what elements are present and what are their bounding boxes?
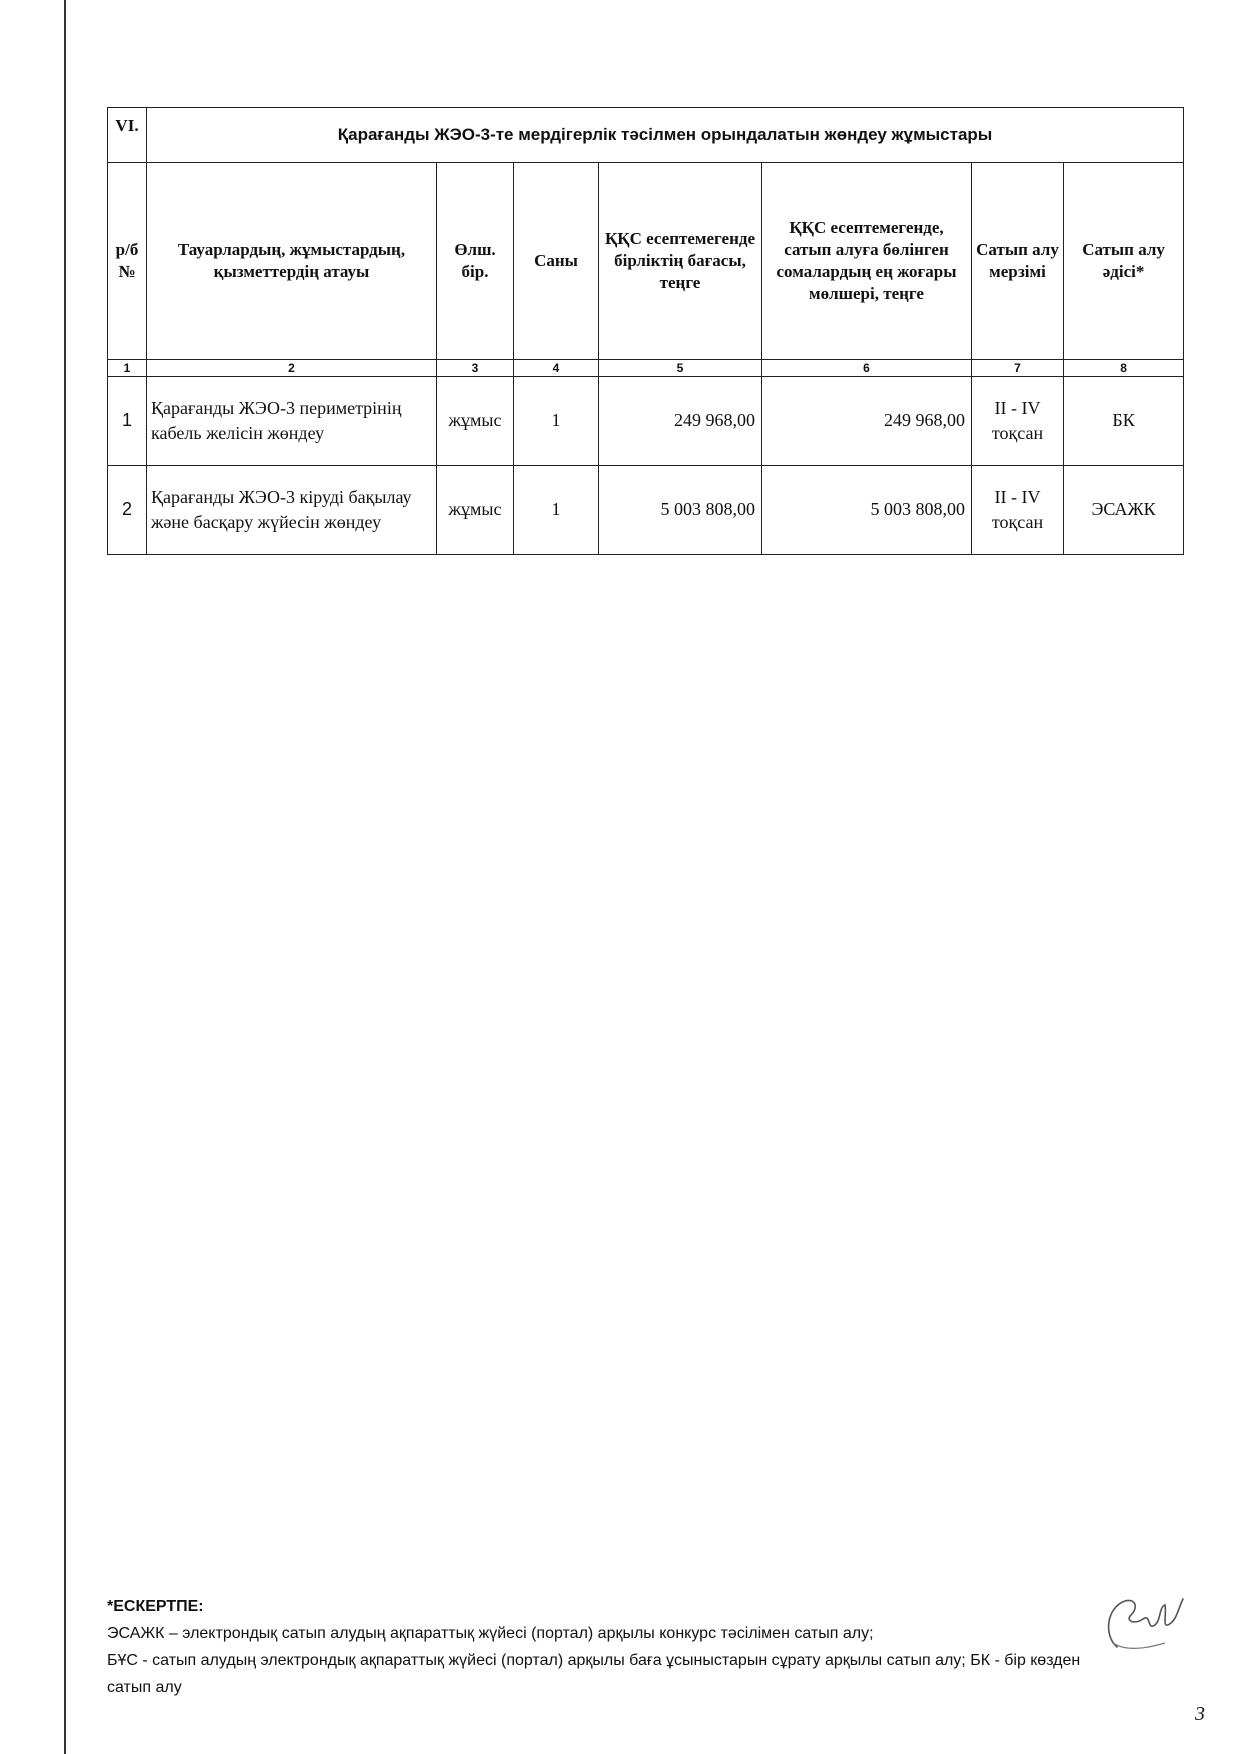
unit: жұмыс — [437, 377, 514, 466]
page-number: 3 — [1195, 1703, 1205, 1725]
column-number: 7 — [972, 360, 1064, 377]
purchase-period: II - IV тоқсан — [972, 466, 1064, 555]
quantity: 1 — [514, 466, 599, 555]
item-name: Қарағанды ЖЭО-3 периметрінің кабель желісін жөндеу — [147, 377, 437, 466]
footnote-line: ЭСАЖК – электрондық сатып алудың ақпараттық жүйесі (портал) арқылы конкурс тәсілімен сатып алу; — [107, 1625, 874, 1642]
row-number: 1 — [108, 377, 147, 466]
row-number: 2 — [108, 466, 147, 555]
header-cell: Сатып алу мерзімі — [972, 163, 1064, 360]
item-name: Қарағанды ЖЭО-3 кіруді бақылау және басқару жүйесін жөндеу — [147, 466, 437, 555]
max-amount: 249 968,00 — [762, 377, 972, 466]
column-number-row — [108, 360, 1184, 377]
unit-price: 249 968,00 — [599, 377, 762, 466]
footnote-line: БҰС - сатып алудың электрондық ақпараттық жүйесі (портал) арқылы баға ұсыныстарын сұрату арқылы сатып алу; БК - бір көзден сатып алу — [107, 1652, 1081, 1696]
quantity: 1 — [514, 377, 599, 466]
header-row — [108, 163, 1184, 360]
column-number: 2 — [147, 360, 437, 377]
header-cell: р/б № — [108, 163, 147, 360]
signature-mark — [1095, 1585, 1195, 1665]
unit: жұмыс — [437, 466, 514, 555]
purchase-period: II - IV тоқсан — [972, 377, 1064, 466]
column-number: 4 — [514, 360, 599, 377]
column-number: 5 — [599, 360, 762, 377]
repair-works-table — [107, 107, 1184, 555]
header-cell: Сатып алу әдісі* — [1064, 163, 1184, 360]
column-number: 8 — [1064, 360, 1184, 377]
column-number: 3 — [437, 360, 514, 377]
purchase-method: БК — [1064, 377, 1184, 466]
section-number: VI. — [108, 108, 147, 163]
header-cell: Өлш. бір. — [437, 163, 514, 360]
column-number: 6 — [762, 360, 972, 377]
header-cell: Саны — [514, 163, 599, 360]
column-number: 1 — [108, 360, 147, 377]
header-cell: ҚҚС есептемегенде, сатып алуға бөлінген сомалардың ең жоғары мөлшері, теңге — [762, 163, 972, 360]
header-cell: Тауарлардың, жұмыстардың, қызметтердің атауы — [147, 163, 437, 360]
unit-price: 5 003 808,00 — [599, 466, 762, 555]
table-row — [108, 466, 1184, 555]
header-cell: ҚҚС есептемегенде бірліктің бағасы, теңге — [599, 163, 762, 360]
scan-edge-line — [64, 0, 66, 1754]
table-row — [108, 377, 1184, 466]
footnote-title: *ЕСКЕРТПЕ: — [107, 1598, 204, 1615]
footnote-block — [107, 1593, 1117, 1701]
purchase-method: ЭСАЖК — [1064, 466, 1184, 555]
section-title: Қарағанды ЖЭО-3-те мердігерлік тәсілмен орындалатын жөндеу жұмыстары — [147, 108, 1184, 163]
section-row — [108, 108, 1184, 163]
max-amount: 5 003 808,00 — [762, 466, 972, 555]
